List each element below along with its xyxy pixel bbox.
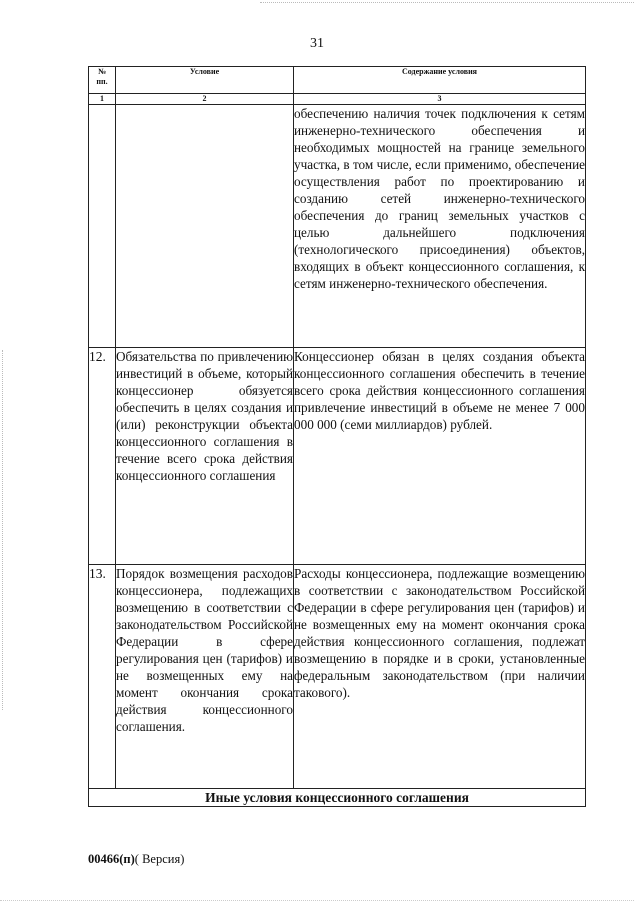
header-condition: Условие bbox=[116, 67, 294, 94]
row-num-cell: 13. bbox=[89, 565, 116, 789]
document-version: ( Версия) bbox=[134, 852, 185, 866]
column-number-row bbox=[89, 94, 586, 105]
document-code bbox=[88, 852, 184, 867]
section-heading-row bbox=[89, 789, 586, 807]
table-header-row bbox=[89, 67, 586, 94]
row-content-cell: обеспечению наличия точек подключения к сетям инженерно-технического обеспечения и необходимых мощностей на границе земельного участка, в том числе, если применимо, обеспечение осуществления работ по проектированию и созданию сетей инженерно-технического обеспечения до границ земельных участков с целью дальнейшего подключения (технологического присоединения) объектов, входящих в объект концессионного соглашения, к сетям инженерно-технического обеспечения. bbox=[294, 105, 586, 348]
scan-edge-bottom bbox=[0, 900, 634, 901]
header-content: Содержание условия bbox=[294, 67, 586, 94]
scan-edge-left bbox=[2, 350, 3, 710]
column-number-2: 2 bbox=[116, 94, 294, 105]
column-number-1: 1 bbox=[89, 94, 116, 105]
header-num: № пп. bbox=[89, 67, 116, 94]
row-num-cell: 12. bbox=[89, 348, 116, 565]
document-code-number: 00466(п) bbox=[88, 852, 135, 866]
row-condition-cell: Обязательства по привлечению инвестиций в объеме, который концессионер обязуется обеспечить в целях создания и (или) реконструкции объекта концессионного соглашения в течение всего срока действия концессионного соглашения bbox=[116, 348, 294, 565]
row-condition-cell: Порядок возмещения расходов концессионера, подлежащих возмещению в соответствии с законодательством Российской Федерации в сфере регулирования цен (тарифов) и не возмещенных ему на момент окончания срока действия концессионного соглашения. bbox=[116, 565, 294, 789]
column-number-3: 3 bbox=[294, 94, 586, 105]
section-heading: Иные условия концессионного соглашения bbox=[89, 789, 586, 807]
row-content-cell: Концессионер обязан в целях создания объекта концессионного соглашения обеспечить в течение всего срока действия концессионного соглашения привлечение инвестиций в объеме не менее 7 000 000 000 (семи миллиардов) рублей. bbox=[294, 348, 586, 565]
row-content-cell: Расходы концессионера, подлежащие возмещению в соответствии с законодательством Российской Федерации в сфере регулирования цен (тарифов) и не возмещенных ему на момент окончания срока действия концессионного соглашения, подлежат возмещению в порядке и в сроки, установленные федеральным законодательством (при наличии такового). bbox=[294, 565, 586, 789]
table-row bbox=[89, 348, 586, 565]
table-row bbox=[89, 565, 586, 789]
table-row-continuation bbox=[89, 105, 586, 348]
conditions-table bbox=[88, 66, 586, 807]
page-number: 31 bbox=[310, 36, 324, 51]
row-num-cell bbox=[89, 105, 116, 348]
row-condition-cell bbox=[116, 105, 294, 348]
scan-edge-top bbox=[260, 2, 634, 3]
